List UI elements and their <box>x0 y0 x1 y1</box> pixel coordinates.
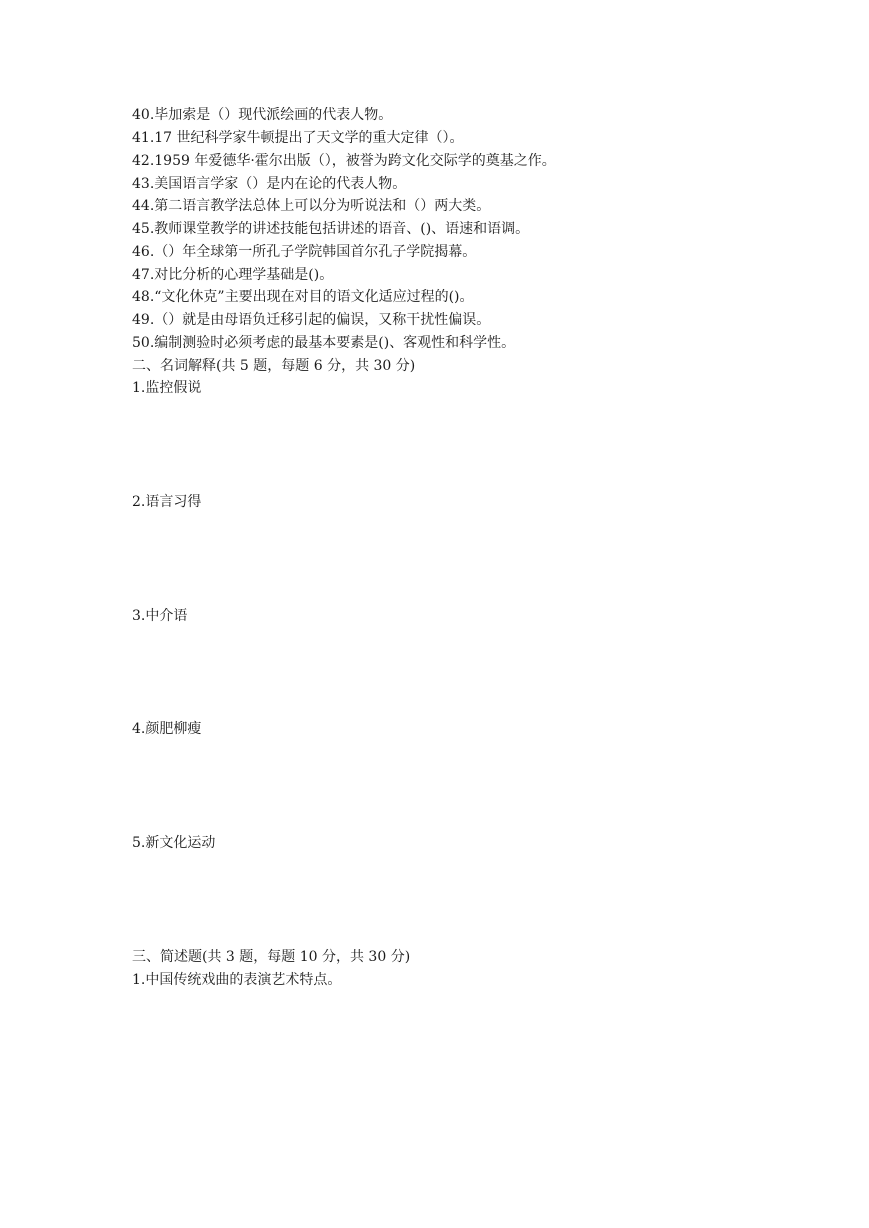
question-40: 40.毕加索是（）现代派绘画的代表人物。 <box>132 107 393 123</box>
term-item-4: 4.颜肥柳瘦 <box>132 721 202 737</box>
essay-item-1: 1.中国传统戏曲的表演艺术特点。 <box>132 972 342 988</box>
question-46: 46.（）年全球第一所孔子学院韩国首尔孔子学院揭幕。 <box>132 244 477 260</box>
question-43: 43.美国语言学家（）是内在论的代表人物。 <box>132 176 407 192</box>
question-50: 50.编制测验时必须考虑的最基本要素是()、客观性和科学性。 <box>132 335 516 351</box>
question-42: 42.1959 年爱德华·霍尔出版（），被誉为跨文化交际学的奠基之作。 <box>132 153 556 169</box>
term-item-1: 1.监控假说 <box>132 380 202 396</box>
question-49: 49.（）就是由母语负迁移引起的偏误，又称干扰性偏误。 <box>132 312 491 328</box>
section2-heading: 二、名词解释(共 5 题，每题 6 分，共 30 分) <box>132 358 416 374</box>
term-item-2: 2.语言习得 <box>132 494 202 510</box>
question-41: 41.17 世纪科学家牛顿提出了天文学的重大定律（）。 <box>132 130 464 146</box>
question-45: 45.教师课堂教学的讲述技能包括讲述的语音、()、语速和语调。 <box>132 221 530 237</box>
term-item-5: 5.新文化运动 <box>132 835 216 851</box>
question-47: 47.对比分析的心理学基础是()。 <box>132 267 334 283</box>
section3-heading: 三、简述题(共 3 题，每题 10 分，共 30 分) <box>132 949 411 965</box>
question-44: 44.第二语言教学法总体上可以分为听说法和（）两大类。 <box>132 198 491 214</box>
term-item-3: 3.中介语 <box>132 608 188 624</box>
question-48: 48.“文化休克”主要出现在对目的语文化适应过程的()。 <box>132 289 474 305</box>
